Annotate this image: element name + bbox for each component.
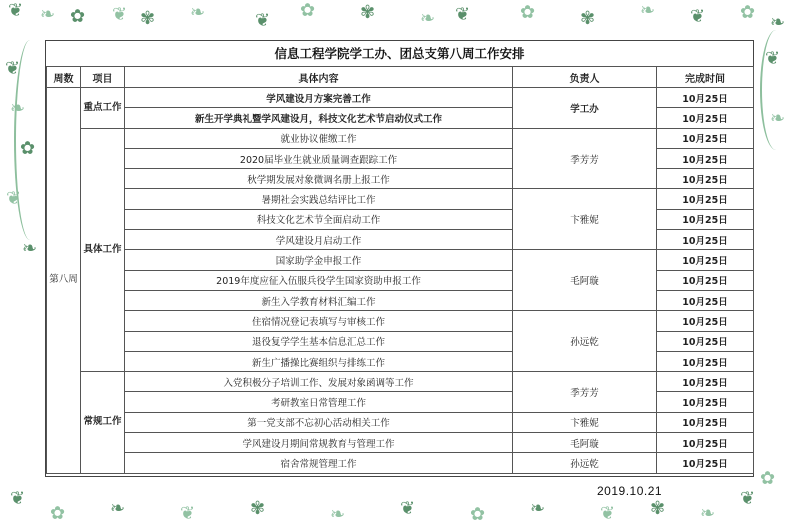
table-row [47, 88, 754, 108]
due-cell: 10月25日 [657, 392, 754, 412]
due-cell: 10月25日 [657, 230, 754, 250]
due-cell: 10月25日 [657, 453, 754, 473]
content-cell: 宿舍常规管理工作 [125, 453, 513, 473]
category-routine: 常规工作 [81, 372, 125, 473]
schedule-sheet [45, 40, 754, 477]
content-cell: 秋学期发展对象微调名册上报工作 [125, 169, 513, 189]
content-cell: 住宿情况登记表填写与审核工作 [125, 311, 513, 331]
table-row [47, 372, 754, 392]
content-cell: 就业协议催缴工作 [125, 128, 513, 148]
due-cell: 10月25日 [657, 128, 754, 148]
owner-cell: 毛阿璇 [513, 433, 657, 453]
week-cell: 第八周 [47, 88, 81, 474]
due-cell: 10月25日 [657, 270, 754, 290]
owner-cell: 孙远乾 [513, 311, 657, 372]
content-cell: 入党积极分子培训工作、发展对象函调等工作 [125, 372, 513, 392]
table-row [47, 189, 754, 209]
table-row [47, 128, 754, 148]
owner-cell: 卞雅妮 [513, 412, 657, 432]
owner-cell: 学工办 [513, 88, 657, 129]
owner-cell: 毛阿璇 [513, 250, 657, 311]
due-cell: 10月25日 [657, 331, 754, 351]
header-category: 项目 [81, 67, 125, 88]
header-content: 具体内容 [125, 67, 513, 88]
content-cell: 新生开学典礼暨学风建设月，科技文化艺术节启动仪式工作 [125, 108, 513, 128]
due-cell: 10月25日 [657, 108, 754, 128]
content-cell: 科技文化艺术节全面启动工作 [125, 209, 513, 229]
owner-cell: 季芳芳 [513, 372, 657, 413]
due-cell: 10月25日 [657, 250, 754, 270]
content-cell: 国家助学金申报工作 [125, 250, 513, 270]
owner-cell: 季芳芳 [513, 128, 657, 189]
content-cell: 学风建设月方案完善工作 [125, 88, 513, 108]
due-cell: 10月25日 [657, 88, 754, 108]
table-row [47, 453, 754, 473]
content-cell: 第一党支部不忘初心活动相关工作 [125, 412, 513, 432]
content-cell: 新生广播操比赛组织与排练工作 [125, 351, 513, 371]
header-owner: 负责人 [513, 67, 657, 88]
table-row [47, 433, 754, 453]
due-cell: 10月25日 [657, 372, 754, 392]
due-cell: 10月25日 [657, 148, 754, 168]
page-title: 信息工程学院学工办、团总支第八周工作安排 [46, 41, 753, 67]
due-cell: 10月25日 [657, 351, 754, 371]
table-header-row [47, 67, 754, 88]
header-week: 周数 [47, 67, 81, 88]
due-cell: 10月25日 [657, 189, 754, 209]
owner-cell: 卞雅妮 [513, 189, 657, 250]
table-row [47, 311, 754, 331]
content-cell: 2019年度应征入伍服兵役学生国家资助申报工作 [125, 270, 513, 290]
due-cell: 10月25日 [657, 169, 754, 189]
content-cell: 2020届毕业生就业质量调查跟踪工作 [125, 148, 513, 168]
content-cell: 新生入学教育材料汇编工作 [125, 290, 513, 310]
content-cell: 退役复学学生基本信息汇总工作 [125, 331, 513, 351]
category-specific: 具体工作 [81, 128, 125, 372]
footer-date: 2019.10.21 [597, 484, 663, 498]
table-row [47, 250, 754, 270]
due-cell: 10月25日 [657, 412, 754, 432]
header-due: 完成时间 [657, 67, 754, 88]
category-key: 重点工作 [81, 88, 125, 129]
content-cell: 暑期社会实践总结评比工作 [125, 189, 513, 209]
owner-cell: 孙远乾 [513, 453, 657, 473]
content-cell: 学风建设月启动工作 [125, 230, 513, 250]
due-cell: 10月25日 [657, 433, 754, 453]
due-cell: 10月25日 [657, 311, 754, 331]
content-cell: 考研教室日常管理工作 [125, 392, 513, 412]
due-cell: 10月25日 [657, 209, 754, 229]
table-row [47, 412, 754, 432]
due-cell: 10月25日 [657, 290, 754, 310]
content-cell: 学风建设月期间常规教育与管理工作 [125, 433, 513, 453]
schedule-table [46, 66, 754, 474]
